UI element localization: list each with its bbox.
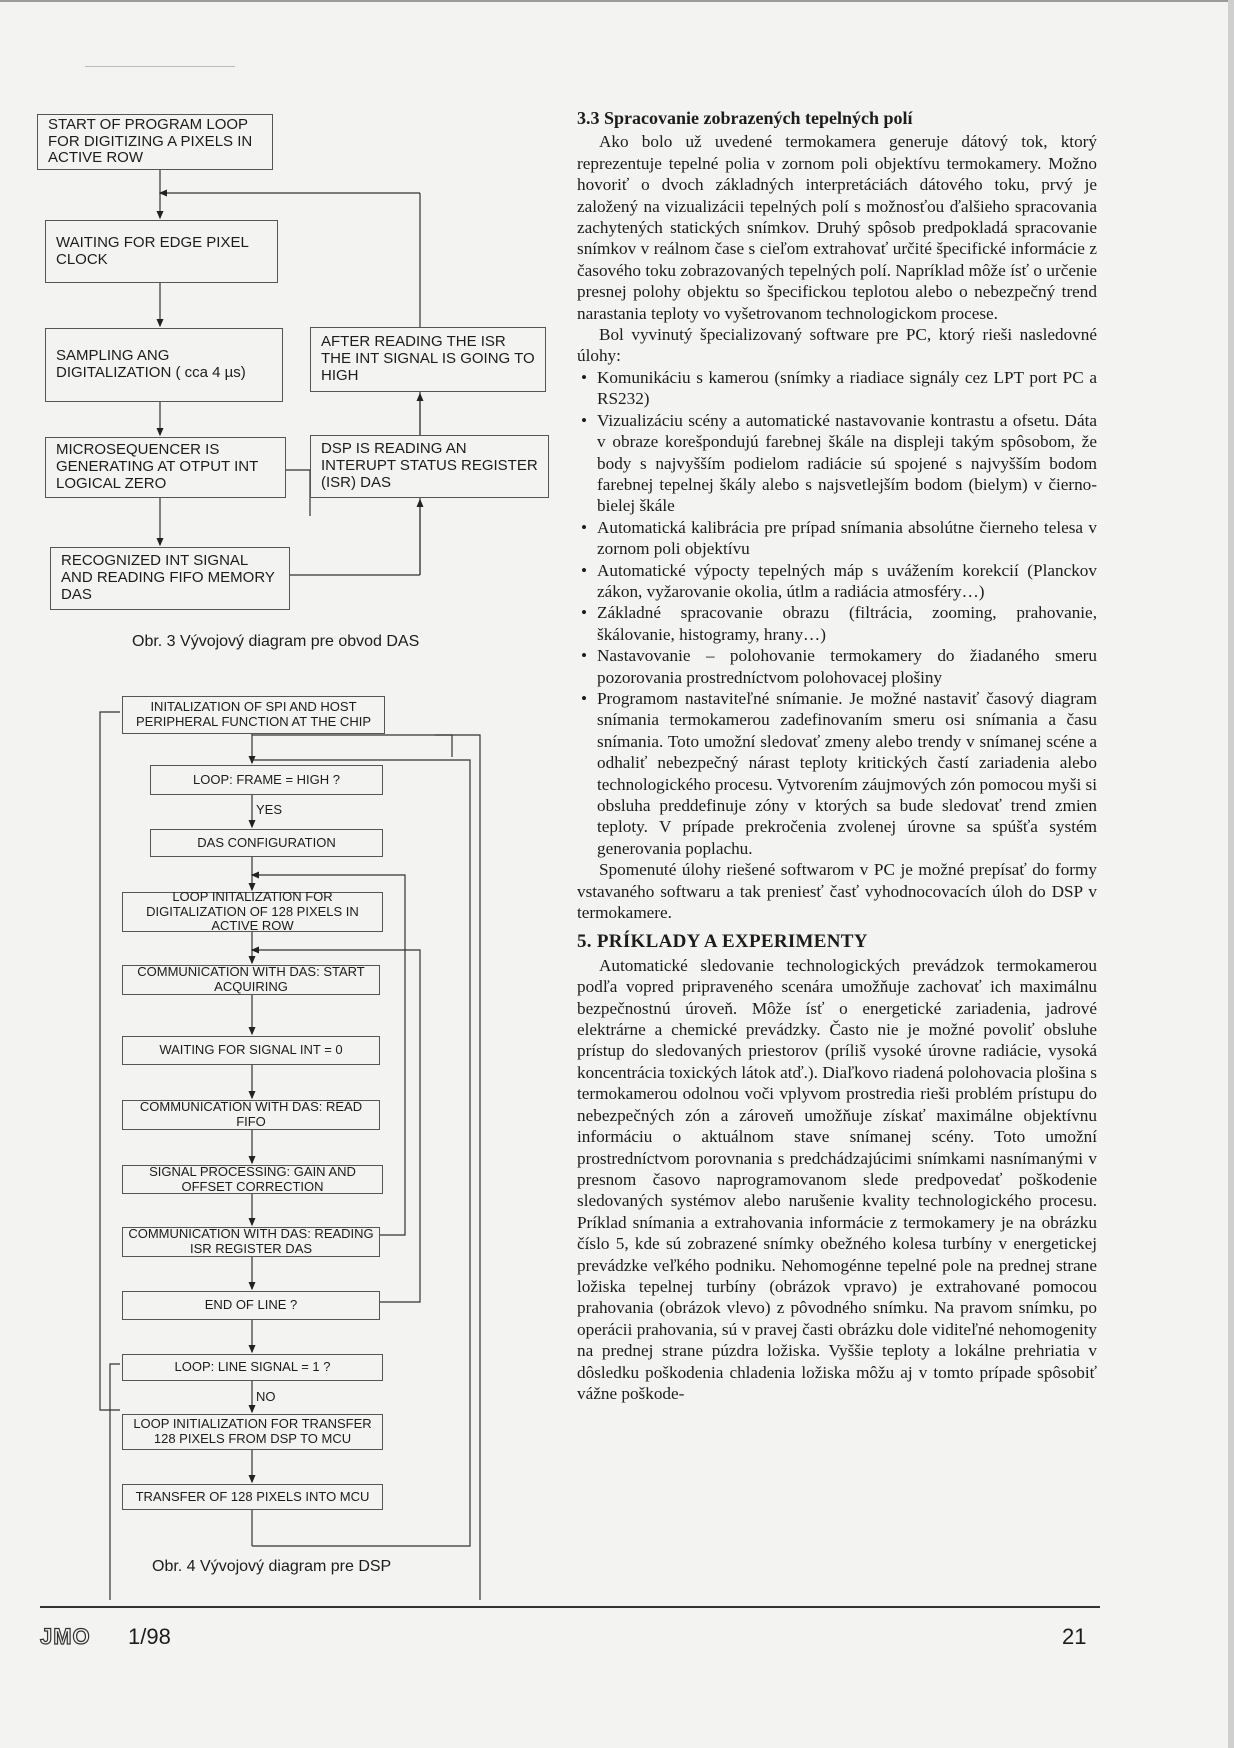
issue-number: 1/98 [128, 1624, 171, 1649]
fig4-box-das-config: DAS CONFIGURATION [150, 829, 383, 857]
page-edge [1228, 0, 1234, 1748]
section-5-heading: 5. PRÍKLADY A EXPERIMENTY [577, 931, 868, 953]
fig4-yes-label: YES [256, 802, 283, 817]
fig3-caption: Obr. 3 Vývojový diagram pre obvod DAS [132, 633, 420, 650]
list-item: • Vizualizáciu scény a automatické nastavovanie kontrastu a ofsetu. Dáta v obraze korešpondujú farebnej škále na displeji takým spôsobom, že body s najvyšším podielom radiácie sú spojené s najvyšším bodom farebnej tepelnej škály alebo s najsvetlejším bodom (bielym) v čierno-bielej škále [597, 410, 1097, 517]
list-item: • Základné spracovanie obrazu (filtrácia, zooming, prahovanie, škálovanie, histogramy, hrany…) [597, 602, 1097, 645]
fig4-box-loop-init-transfer: LOOP INITIALIZATION FOR TRANSFER 128 PIXELS FROM DSP TO MCU [122, 1414, 383, 1450]
section-3-3-heading: 3.3 Spracovanie zobrazených tepelných polí [577, 108, 913, 128]
fig3-box-start-program: START OF PROGRAM LOOP FOR DIGITIZING A PIXELS IN ACTIVE ROW [37, 114, 273, 170]
fig4-box-end-of-line: END OF LINE ? [122, 1291, 380, 1320]
fig4-box-loop-init-digitalization: LOOP INITALIZATION FOR DIGITALIZATION OF 128 PIXELS IN ACTIVE ROW [122, 892, 383, 932]
fig4-box-waiting-int: WAITING FOR SIGNAL INT = 0 [122, 1036, 380, 1065]
fig4-box-comm-read-fifo: COMMUNICATION WITH DAS: READ FIFO [122, 1100, 380, 1130]
article-column [577, 108, 1097, 1404]
paragraph-2: Bol vyvinutý špecializovaný software pre PC, ktorý rieši nasledovné úlohy: [577, 325, 1097, 366]
fig3-box-microsequencer: MICROSEQUENCER IS GENERATING AT OTPUT INT LOGICAL ZERO [45, 437, 286, 498]
fig4-caption: Obr. 4 Vývojový diagram pre DSP [152, 1558, 392, 1575]
fig3-box-dsp-reading-isr: DSP IS READING AN INTERUPT STATUS REGISTER (ISR) DAS [310, 435, 549, 498]
footer-rule [40, 1606, 1100, 1608]
list-item: • Nastavovanie – polohovanie termokamery do žiadaného smeru pozorovania prostredníctvom polohovacej plošiny [597, 645, 1097, 688]
flowcharts [0, 0, 560, 1600]
fig4-no-label: NO [256, 1389, 276, 1404]
paragraph-4: Automatické sledovanie technologických prevádzok termokamerou podľa vopred pripraveného scenára umožňuje zachovať ich maximálnu bezpečnostnú úroveň. Môže ísť o energetické zariadenia, jadrové elektrárne a chemické prevádzky. Často nie je možné povoliť obsluhe prístup do sledovaných priestorov (príliš vysoké úrovne radiácie, vysoká koncentrácia toxických látok atď.). Diaľkovo riadená polohovacia plošina s termokamerou odolnou voči vplyvom prostredia rieši problém prístupu do nebezpečných zón a zároveň umožňuje získať maximálne objektívnu informáciu o aktuálnom stave snímanej scény. Toto umožní prostredníctvom porovnania s predchádzajúcimi snímkami nasnímanými v presnom časovo naprogramovanom slede predpovedať poškodenie sledovaných systémov alebo narušenie kvality technologického procesu. Príklad snímania a extrahovania informácie z termokamery je na obrázku číslo 5, kde sú zobrazené snímky obežného kolesa turbíny v energetickej prevádzke veľkého podniku. Nehomogénne tepelné pole na prednej strane ložiska tepelnej turbíny (obrázok vpravo) je extrahované pomocou prahovania (obrázok vlevo) z pôvodného snímku. Na pravom snímku, po operácii prahovania, sú v pravej časti obrázku dole viditeľné nehomogenity na prednej strane púzdra ložiska. Vyššie teploty a lokálne prehriatia v dôsledku poškodenia chladenia ložiska môžu aj v tomto prípade spôsobiť vážne poškode- [577, 955, 1097, 1403]
fig4-box-init-spi: INITALIZATION OF SPI AND HOST PERIPHERAL FUNCTION AT THE CHIP [122, 696, 385, 734]
list-item: • Automatická kalibrácia pre prípad snímania absolútne čierneho telesa v zornom poli objektívu [597, 517, 1097, 560]
fig4-box-signal-processing: SIGNAL PROCESSING: GAIN AND OFFSET CORRECTION [122, 1165, 383, 1194]
software-task-list [577, 367, 1097, 859]
fig3-box-sampling: SAMPLING ANG DIGITALIZATION ( cca 4 µs) [45, 328, 283, 402]
fig3-box-recognized-int: RECOGNIZED INT SIGNAL AND READING FIFO MEMORY DAS [50, 547, 290, 610]
fig4-box-loop-line-signal: LOOP: LINE SIGNAL = 1 ? [122, 1354, 383, 1381]
list-item: • Automatické výpocty tepelných máp s uvážením korekcií (Planckov zákon, vyžarovanie okolia, útlm a radiácia atmosféry…) [597, 560, 1097, 603]
paragraph-1: Ako bolo už uvedené termokamera generuje dátový tok, ktorý reprezentuje tepelné polia v zornom poli objektívu termokamery. Možno hovoriť o dvoch základných interpretáciách dátového toku, prvý je založený na vizualizácii tepelných polí s možnosťou ďalšieho spracovania zachytených statických snímkov. Druhý spôsob predpokladá spracovanie snímkov v reálnom čase s cieľom extrahovať určité špecifické informácie z časového toku zobrazovaných tepelných polí. Napríklad môže ísť o určenie presnej polohy objektu so špecifickou teplotou alebo o nebezpečný trend narastania teploty vo vyšetrovanom technologickom procese. [577, 132, 1097, 323]
page-number: 21 [1062, 1624, 1087, 1649]
fig3-box-waiting-edge: WAITING FOR EDGE PIXEL CLOCK [45, 220, 278, 283]
paragraph-3: Spomenuté úlohy riešené softwarom v PC je možné prepísať do formy vstavaného softwaru a tak preniesť časť vyhodnocovacích úloh do DSP v termokamere. [577, 860, 1097, 923]
fig4-box-comm-start-acquiring: COMMUNICATION WITH DAS: START ACQUIRING [122, 965, 380, 995]
fig4-box-loop-frame: LOOP: FRAME = HIGH ? [150, 765, 383, 795]
list-item: • Komunikáciu s kamerou (snímky a riadiace signály cez LPT port PC a RS232) [597, 367, 1097, 410]
fig4-box-comm-read-isr: COMMUNICATION WITH DAS: READING ISR REGISTER DAS [122, 1227, 380, 1257]
list-item: • Programom nastaviteľné snímanie. Je možné nastaviť časový diagram snímania termokamerou zadefinovaním smeru osi snímania a času snímania. Toto umožní sledovať zmeny alebo trendy v snímanej scéne a odhaliť nebezpečný nárast teploty kritických častí zariadenia alebo technologického procesu. Vytvorením záujmových zón pomocou myši si obsluha preddefinuje zóny v ktorých sa bude sledovať trend zmien teploty. V prípade prekročenia zvolenej úrovne sa spúšťa systém generovania poplachu. [597, 688, 1097, 859]
journal-logo: JMO [40, 1624, 91, 1649]
fig4-box-transfer-pixels: TRANSFER OF 128 PIXELS INTO MCU [122, 1484, 383, 1510]
fig3-box-after-reading-isr: AFTER READING THE ISR THE INT SIGNAL IS GOING TO HIGH [310, 327, 546, 392]
